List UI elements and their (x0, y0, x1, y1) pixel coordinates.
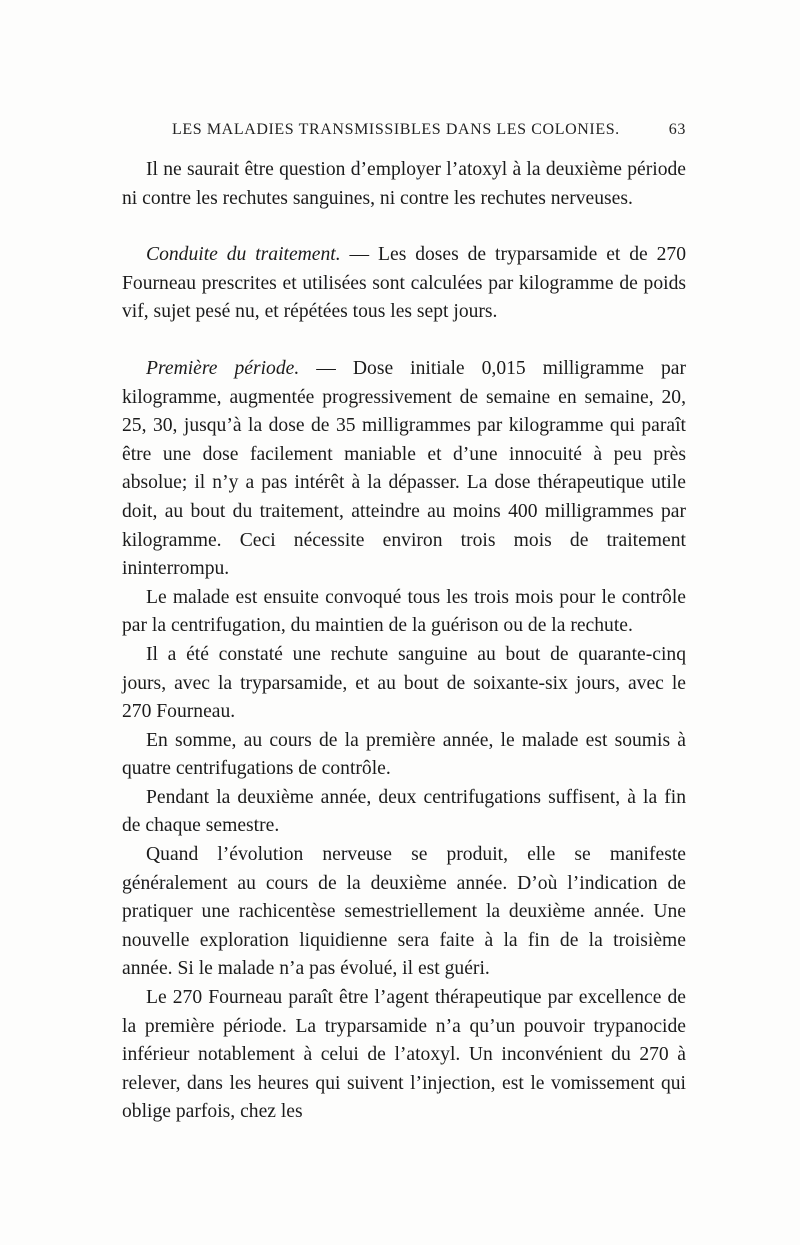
paragraph-text: — Dose initiale 0,015 milligramme par kilogramme, augmentée progressivement de semaine en semaine, 20, 25, 30, jusqu’à la dose de 35 milligrammes par kilogramme qui paraît être une dose facilement maniable et d’une innocuité à peu près absolue; il n’y a pas intérêt à la dépasser. La dose thérapeutique utile doit, au bout du traitement, atteindre au moins 400 milligrammes par kilogramme. Ceci nécessite environ trois mois de traitement ininterrompu. (122, 357, 686, 580)
paragraph-4 (122, 584, 686, 641)
paragraph-text: En somme, au cours de la première année, le malade est soumis à quatre centrifugations de contrôle. (122, 729, 686, 780)
paragraph-text: Il a été constaté une rechute sanguine au bout de quarante-cinq jours, avec la tryparsamide, et au bout de soixante-six jours, avec le 270 Fourneau. (122, 643, 686, 723)
section-lead: Première période. (146, 357, 300, 379)
paragraph-2 (122, 241, 686, 327)
paragraph-5 (122, 641, 686, 727)
page-number: 63 (668, 121, 686, 138)
paragraph-text: Quand l’évolution nerveuse se produit, elle se manifeste généralement au cours de la deuxième année. D’où l’indication de pratiquer une rachicentèse semestriellement la deuxième année. Une nouvelle exploration liquidienne sera faite à la fin de la troisième année. Si le malade n’a pas évolué, il est guéri. (122, 844, 686, 980)
running-title: LES MALADIES TRANSMISSIBLES DANS LES COLONIES. (172, 121, 620, 138)
paragraph-text: Pendant la deuxième année, deux centrifugations suffisent, à la fin de chaque semestre. (122, 786, 686, 837)
paragraph-6 (122, 727, 686, 784)
paragraph-9 (122, 984, 686, 1127)
paragraph-text: — Les doses de tryparsamide et de 270 Fourneau prescrites et utilisées sont calculées par kilogramme de poids vif, sujet pesé nu, et répétées tous les sept jours. (122, 244, 686, 323)
paragraph-text: Le malade est ensuite convoqué tous les trois mois pour le contrôle par la centrifugation, du maintien de la guérison ou de la rechute. (122, 586, 686, 637)
paragraph-text: Il ne saurait être question d’employer l’atoxyl à la deuxième période ni contre les rechutes sanguines, ni contre les rechutes nerveuses. (122, 159, 686, 209)
section-lead: Conduite du traitement. (146, 244, 341, 266)
paragraph-1 (122, 156, 686, 213)
body-text (122, 156, 686, 1127)
paragraph-7 (122, 784, 686, 841)
paragraph-3 (122, 355, 686, 584)
paragraph-text: Le 270 Fourneau paraît être l’agent thérapeutique par excellence de la première période. La tryparsamide n’a qu’un pouvoir trypanocide inférieur notablement à celui de l’atoxyl. Un inconvénient du 270 à relever, dans les heures qui suivent l’injection, est le vomissement qui oblige parfois, chez les (122, 987, 686, 1123)
paragraph-8 (122, 841, 686, 984)
